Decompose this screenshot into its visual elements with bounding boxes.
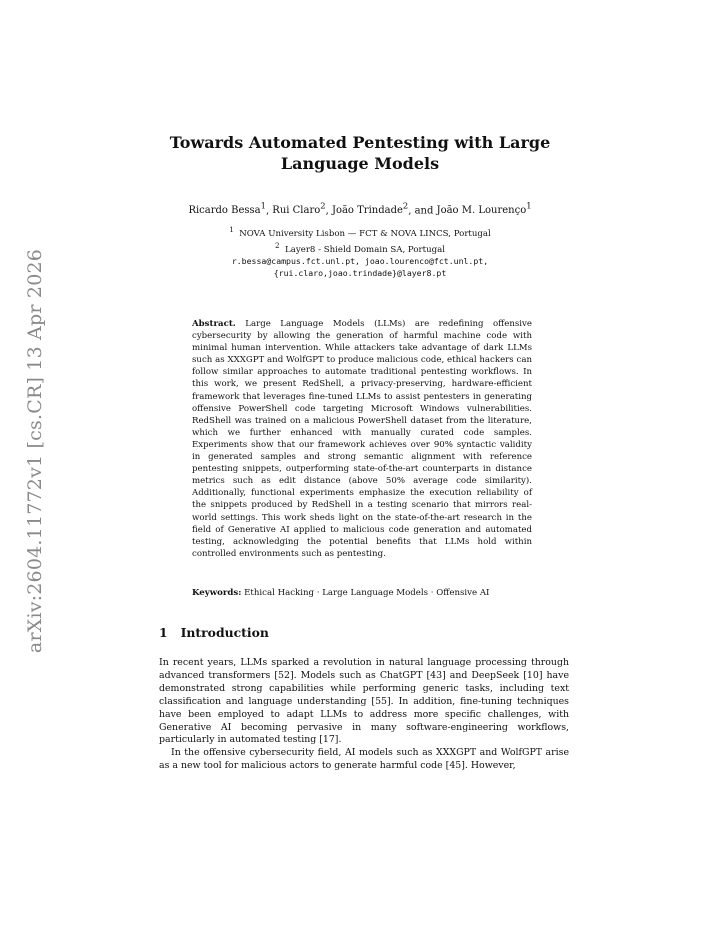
author-list: Ricardo Bessa$^1$, Rui Claro$^2$, João Trindade$^2$, and João M. Lourenço$^1$ [188, 201, 532, 217]
author: Ricardo Bessa$^1$ [188, 201, 266, 217]
body-text [159, 657, 569, 773]
paragraph: In the offensive cybersecurity field, AI models such as XXXGPT and WolfGPT arise as a new tool for malicious actors to generate harmful code [45]. However, [159, 747, 569, 772]
keywords [192, 587, 532, 599]
affiliation: $^2$ Layer8 - Shield Domain SA, Portugal [275, 240, 445, 255]
author: João M. Lourenço$^1$ [436, 201, 532, 217]
affiliations [140, 224, 580, 256]
keywords-label: Keywords: [192, 588, 242, 598]
keywords-text: Ethical Hacking · Large Language Models · Offensive AI [244, 588, 490, 598]
affiliation: $^1$ NOVA University Lisbon — FCT & NOVA LINCS, Portugal [229, 225, 491, 239]
author-emails [140, 255, 580, 279]
abstract-text: Large Language Models (LLMs) are redefining offensive cybersecurity by allowing the generation of harmful machine code with minimal human intervention. While attackers take advantage of dark LLMs such as XXXGPT and WolfGPT to produce malicious code, ethical hackers can follow similar approaches to automate traditional pentesting workflows. In this work, we present RedShell, a privacy-preserving, hardware-efficient framework that leverages fine-tuned LLMs to assist pentesters in generating offensive PowerShell code targeting Microsoft Windows vulnerabilities. RedShell was trained on a malicious PowerShell dataset from the literature, which we further enhanced with manually curated code samples. Experiments show that our framework achieves over 90% syntactic validity in generated samples and strong semantic alignment with reference pentesting snippets, outperforming state-of-the-art counterparts in distance metrics such as edit distance (above 50% average code similarity). Additionally, functional experiments emphasize the execution reliability of the snippets produced by RedShell in a testing scenario that mirrors real-world settings. This work sheds light on the state-of-the-art research in the field of Generative AI applied to malicious code generation and automated testing, acknowledging the potential benefits that LLMs hold within controlled environments such as pentesting. [192, 319, 532, 559]
author: João Trindade$^2$ [331, 201, 409, 217]
arxiv-identifier-text: arXiv:2604.11772v1 [cs.CR] 13 Apr 2026 [24, 248, 46, 654]
abstract [192, 318, 532, 560]
author: Rui Claro$^2$ [272, 201, 326, 217]
section-heading [159, 625, 269, 641]
paragraph: In recent years, LLMs sparked a revolution in natural language processing through advanced transformers [52]. Models such as ChatGPT [43] and DeepSeek [10] have demonstrated strong capabilities while performing generic tasks, including text classification and language understanding [55]. In addition, fine-tuning techniques have been employed to adapt LLMs to address more specific challenges, with Generative AI becoming pervasive in many software-engineering workflows, particularly in automated testing [17]. [159, 657, 569, 746]
paper-title: Towards Automated Pentesting with Large Language Models [169, 133, 551, 173]
section-number: 1 [159, 625, 168, 640]
abstract-label: Abstract. [192, 319, 236, 329]
email-line: {rui.claro,joao.trindade}@layer8.pt [273, 268, 447, 278]
email-line: r.bessa@campus.fct.unl.pt, joao.lourenco@fct.unl.pt, [231, 256, 489, 266]
arxiv-identifier [18, 248, 52, 654]
section-title: Introduction [180, 625, 269, 640]
